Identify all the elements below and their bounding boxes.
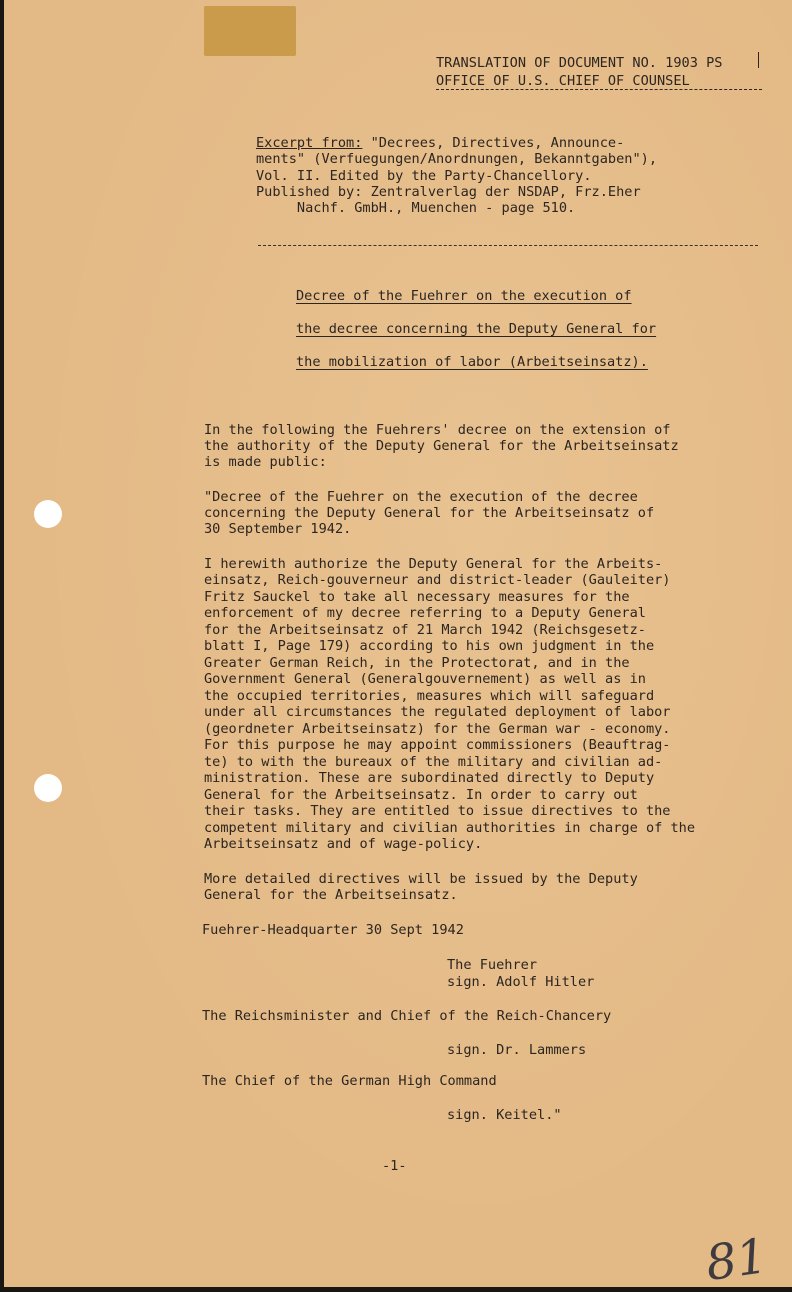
main-line-7: Government General (Generalgouvernement) as well as in <box>204 671 646 687</box>
document-header <box>436 54 722 90</box>
main-line-13: ministration. These are subordinated directly to Deputy <box>204 770 655 786</box>
excerpt-line-3: Published by: Zentralverlag der NSDAP, Frz.Eher <box>256 184 641 200</box>
excerpt-line-2: Vol. II. Edited by the Party-Chancellory. <box>256 168 592 184</box>
header-corner-mark <box>758 52 759 68</box>
main-line-3: enforcement of my decree referring to a Deputy General <box>204 605 646 621</box>
main-line-11: For this purpose he may appoint commissioners (Beauftrag- <box>204 737 671 753</box>
title-line-2: the mobilization of labor (Arbeitseinsatz). <box>296 354 648 370</box>
main-line-15: their tasks. They are entitled to issue directives to the <box>204 803 671 819</box>
main-line-12: te) to with the bureaux of the military and civilian ad- <box>204 754 663 770</box>
fuehrer-title: The Fuehrer <box>447 957 538 973</box>
page-number: -1- <box>382 1158 407 1174</box>
decree-title-line-2: 30 September 1942. <box>204 521 352 537</box>
reichsminister-title: The Reichsminister and Chief of the Reich-Chancery <box>202 1008 612 1024</box>
main-line-2: Fritz Sauckel to take all necessary measures for the <box>204 589 630 605</box>
decree-title-line-1: concerning the Deputy General for the Arbeitseinsatz of <box>204 505 655 521</box>
intro-line-2: is made public: <box>204 454 327 470</box>
document-page <box>4 0 792 1292</box>
closing-line-1: General for the Arbeitseinsatz. <box>204 887 458 903</box>
main-line-6: Greater German Reich, in the Protectorat, and in the <box>204 655 630 671</box>
place-date: Fuehrer-Headquarter 30 Sept 1942 <box>202 922 464 938</box>
excerpt-line-0 <box>256 135 624 151</box>
punch-hole-top <box>34 500 62 528</box>
main-line-17: Arbeitseinsatz and of wage-policy. <box>204 836 483 852</box>
header-rule <box>436 89 762 90</box>
intro-line-1: the authority of the Deputy General for the Arbeitseinsatz <box>204 438 679 454</box>
main-line-5: blatt I, Page 179) according to his own judgment in the <box>204 638 655 654</box>
intro-line-0: In the following the Fuehrers' decree on the extension of <box>204 422 671 438</box>
header-line-1: TRANSLATION OF DOCUMENT NO. 1903 PS <box>436 55 723 71</box>
main-line-9: under all circumstances the regulated deployment of labor <box>204 704 671 720</box>
main-line-0: I herewith authorize the Deputy General for the Arbeits- <box>204 556 663 572</box>
title-line-0: Decree of the Fuehrer on the execution of <box>296 288 632 304</box>
main-line-14: General for the Arbeitseinsatz. In order to carry out <box>204 787 638 803</box>
main-line-8: the occupied territories, measures which will safeguard <box>204 688 655 704</box>
excerpt-line-1: ments" (Verfuegungen/Anordnungen, Bekanntgaben"), <box>256 151 658 167</box>
main-line-16: competent military and civilian authorities in charge of the <box>204 820 696 836</box>
excerpt-label: Excerpt from: <box>256 135 363 151</box>
decree-title-line-0: "Decree of the Fuehrer on the execution of the decree <box>204 489 638 505</box>
title-line-1: the decree concerning the Deputy General for <box>296 321 657 337</box>
handwritten-page-number: 81 <box>702 1228 771 1292</box>
main-line-1: einsatz, Reich-gouverneur and district-leader (Gauleiter) <box>204 572 671 588</box>
reichsminister-signature: sign. Dr. Lammers <box>447 1042 587 1058</box>
punch-hole-bottom <box>34 774 62 802</box>
header-line-2: OFFICE OF U.S. CHIEF OF COUNSEL <box>436 73 690 89</box>
excerpt-line-4: Nachf. GmbH., Muenchen - page 510. <box>256 200 576 216</box>
main-line-4: for the Arbeitseinsatz of 21 March 1942 (Reichsgesetz- <box>204 622 646 638</box>
closing-line-0: More detailed directives will be issued by the Deputy <box>204 871 638 887</box>
fuehrer-signature: sign. Adolf Hitler <box>447 974 595 990</box>
main-line-10: (geordneter Arbeitseinsatz) for the German war - economy. <box>204 721 671 737</box>
high-command-title: The Chief of the German High Command <box>202 1073 497 1089</box>
tape-strip <box>204 6 296 56</box>
excerpt-text-0: "Decrees, Directives, Announce- <box>362 135 625 151</box>
high-command-signature: sign. Keitel." <box>447 1107 562 1123</box>
separator-rule <box>258 245 758 246</box>
